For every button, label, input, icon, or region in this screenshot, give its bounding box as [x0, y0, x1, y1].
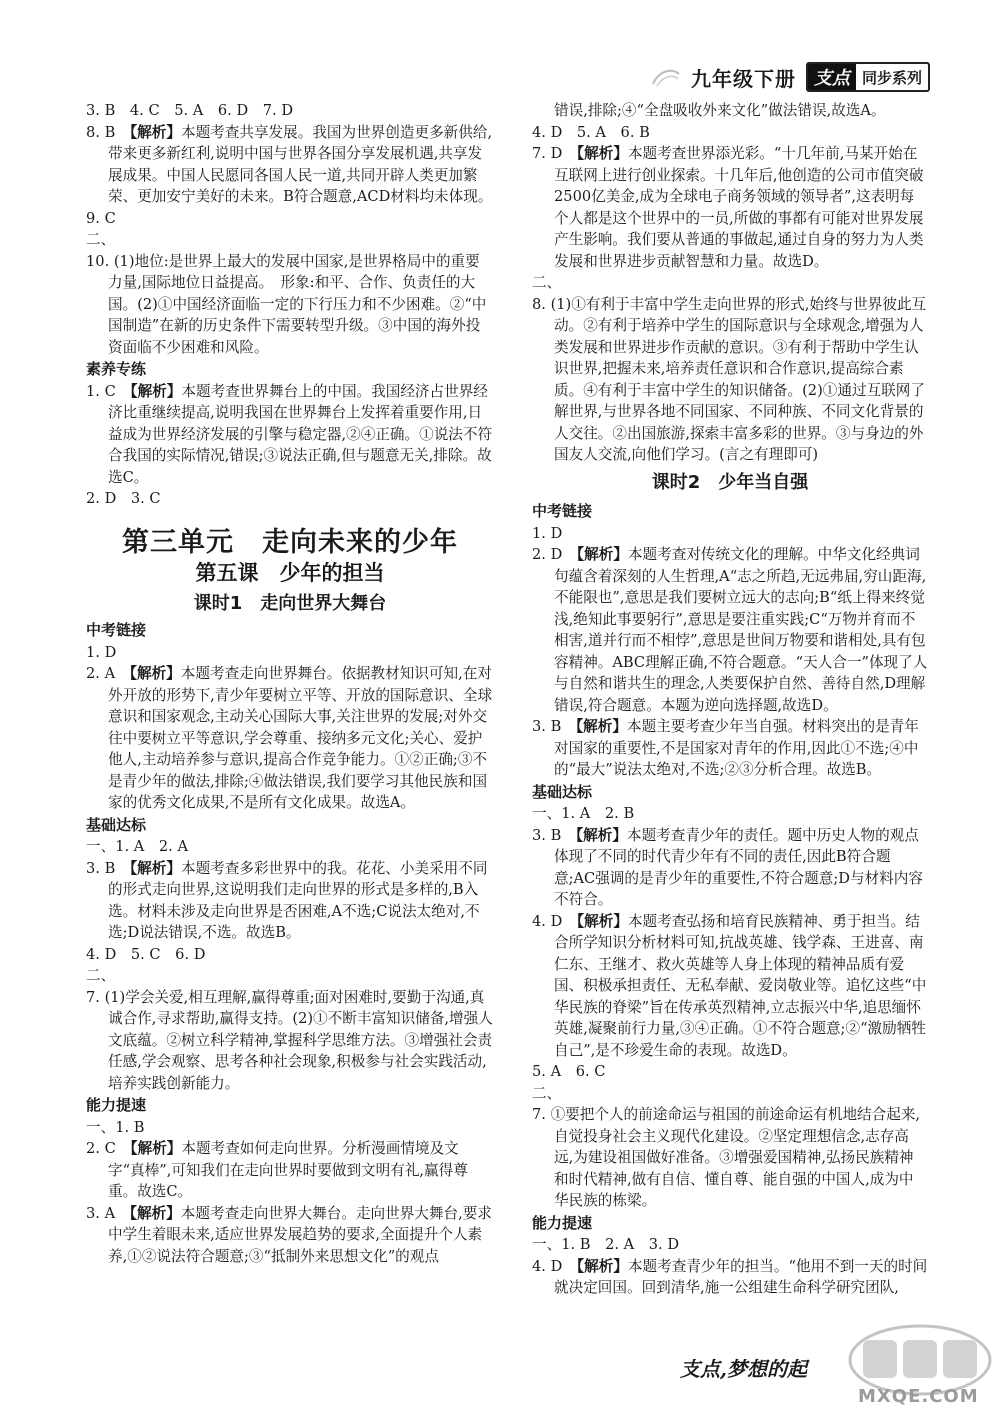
analysis-tag: 【解析】: [575, 718, 627, 735]
answer-item: 4. D 【解析】本题考查弘扬和培育民族精神、勇于担当。结合所学知识分析材料可知,抗战英雄、钱学森、王进喜、南仁东、王继才、救火英雄等人身上体现的精神品质有爱国、积极承担责任、无私奉献、爱岗敬业等。追忆这些“中华民族的脊梁”旨在传承英烈精神,立志振兴中华,追思缅怀英雄,凝聚前行力量,③④正确。①不符合题意;②“激励牺牲自己”,是不珍爱生命的表现。故选D。: [532, 912, 927, 1059]
section-heading: 能力提速: [532, 1213, 593, 1232]
analysis-tag: 【解析】: [576, 546, 628, 563]
period-title: 课时2 少年当自强: [651, 471, 809, 493]
answer-item: 7. (1)学会关爱,相互理解,赢得尊重;面对困难时,要勤于沟通,真诚合作,寻求帮助,赢得支持。(2)①不断丰富知识储备,增强人文底蕴。②树立科学精神,掌握科学思维方法。③增强社会责任感,学会观察、思考各种社会现象,积极参与社会实践活动,培养实践创新能力。: [86, 988, 493, 1092]
continued-text: 错误,排除;④“全盘吸收外来文化”做法错误,故选A。: [554, 102, 886, 119]
analysis-tag: 【解析】: [576, 912, 628, 930]
answer-line: 一、1. A 2. B: [532, 805, 635, 822]
answer-line: 9. C: [86, 209, 116, 227]
answer-line: 1. D: [86, 643, 117, 661]
analysis-tag: 【解析】: [129, 665, 181, 682]
answer-item: 2. A 【解析】本题考查走向世界舞台。依据教材知识可知,在对外开放的形势下,青少年要树立平等、开放的国际意识、全球意识和国家观念,主动关心国际大事,关注世界的发展;对外交往中要树立平等意识,学会尊重、接纳多元文化;关心、爱护他人,主动培养参与意识,提高合作竞争能力。①②正确;③不是青少年的做法,排除;④做法错误,我们要学习其他民族和国家的优秀文化成果,不是所有文化成果。故选A。: [86, 665, 493, 811]
analysis-tag: 【解析】: [129, 1204, 181, 1222]
answer-item: 4. D 【解析】本题考查青少年的担当。“他用不到一天的时间就决定回国。回到清华,施一公组建生命科学研究团队,: [532, 1257, 928, 1296]
answer-item: 1. C 【解析】本题考查世界舞台上的中国。我国经济占世界经济比重继续提高,说明我国在世界舞台上发挥着重要作用,日益成为世界经济发展的引擎与稳定器,②④正确。①说法不符合我国的实际情况,错误;③说法正确,但与题意无关,排除。故选C。: [86, 382, 493, 486]
answer-line: 一、1. B 2. A 3. D: [532, 1236, 680, 1253]
answer-item: 2. D 【解析】本题考查对传统文化的理解。中华文化经典词句蕴含着深刻的人生哲理,A“志之所趋,无远弗届,穷山距海,不能限也”,意思是我们要树立远大的志向;B“纸上得来终觉浅,绝知此事要躬行”,意思是要注重实践;C“万物并育而不相害,道并行而不相悖”,意思是世间万物要和谐相处,具有包容精神。ABC理解正确,不符合题意。“天人合一”体现了人与自然和谐共生的理念,人类要保护自然、善待自然,D理解错误,符合题意。本题为逆向选择题,故选D。: [532, 546, 928, 714]
answer-item: 3. B 【解析】本题考查多彩世界中的我。花花、小美采用不同的形式走向世界,这说明我们走向世界的形式是多样的,B入选。材料未涉及走向世界是否困难,A不选;C说法太绝对,不选;D说法错误,不选。故选B。: [86, 859, 488, 941]
analysis-tag: 【解析】: [576, 145, 628, 162]
part-label: 二、: [532, 1084, 562, 1102]
page-header: [651, 60, 930, 94]
analysis-tag: 【解析】: [576, 1257, 628, 1275]
section-heading: 中考链接: [532, 502, 593, 520]
answer-line: 4. D 5. C 6. D: [86, 945, 206, 963]
section-heading: 基础达标: [532, 782, 593, 801]
section-heading: 能力提速: [86, 1096, 147, 1114]
brand-badge: [806, 62, 930, 92]
answer-item: 3. A 【解析】本题考查走向世界大舞台。走向世界大舞台,要求中学生着眼未来,适应世界发展趋势的要求,全面提升个人素养,①②说法符合题意;③“抵制外来思想文化”的观点: [86, 1204, 492, 1265]
brand-logo: 支点: [808, 64, 856, 90]
period-title: 课时1 走向世界大舞台: [193, 592, 387, 614]
answer-item: 7. ①要把个人的前途命运与祖国的前途命运有机地结合起来,自觉投身社会主义现代化建设。②坚定理想信念,志存高远,为建设祖国做好准备。③增强爱国精神,弘扬民族精神和时代精神,做有自信、懂自尊、能自强的中国人,成为中华民族的栋梁。: [532, 1106, 921, 1209]
answer-line: 5. A 6. C: [532, 1063, 606, 1080]
section-heading: 中考链接: [86, 621, 147, 639]
watermark-url: MXQE.COM: [858, 1386, 979, 1407]
analysis-tag: 【解析】: [575, 826, 627, 844]
section-heading: 基础达标: [86, 815, 147, 834]
answer-item: 7. D 【解析】本题考查世界添光彩。“十几年前,马某开始在互联网上进行创业探索。十几年后,他创造的公司市值突破2500亿美金,成为全球电子商务领域的领导者”,这表明每个人都是这个世界中的一员,所做的事都有可能对世界发展产生影响。我们要从普通的事做起,通过自身的努力为人类发展和世界进步贡献智慧和力量。故选D。: [532, 145, 924, 270]
lesson-title: 第五课 少年的担当: [195, 561, 385, 585]
part-label: 二、: [86, 231, 116, 248]
answer-item: 10. (1)地位:是世界上最大的发展中国家,是世界格局中的重要力量,国际地位日益提高。 形象:和平、合作、负责任的大国。(2)①中国经济面临一定的下行压力和不少困难。②“中国制造”在新的历史条件下需要转型升级。③中国的海外投资面临不少困难和风险。: [86, 252, 487, 356]
swirl-ornament-icon: [651, 66, 681, 88]
analysis-tag: 【解析】: [130, 1140, 182, 1157]
part-label: 二、: [532, 274, 562, 291]
answer-line: 一、1. A 2. A: [86, 838, 188, 855]
analysis-tag: 【解析】: [129, 859, 181, 877]
analysis-tag: 【解析】: [129, 123, 181, 141]
answer-line: 3. B 4. C 5. A 6. D 7. D: [86, 102, 294, 119]
footer-slogan: 支点,梦想的起: [680, 1357, 807, 1381]
section-heading: 素养专练: [86, 360, 147, 378]
answer-line: 一、1. B: [86, 1118, 145, 1136]
answer-item: 3. B 【解析】本题主要考查少年当自强。材料突出的是青年对国家的重要性,不是国家对青年的作用,因此①不选;④中的“最大”说法太绝对,不选;②③分析合理。故选B。: [532, 718, 919, 778]
answer-item: 8. (1)①有利于丰富中学生走向世界的形式,始终与世界彼此互动。②有利于培养中学生的国际意识与全球观念,增强为人类发展和世界进步作贡献的意识。③有利于帮助中学生认识世界,把握未来,培养责任意识和合作意识,提高综合素质。④有利于丰富中学生的知识储备。(2)①通过互联网了解世界,与世界各地不同国家、不同种族、不同文化背景的人交往。②出国旅游,探索丰富多彩的世界。③与身边的外国友人交流,向他们学习。(言之有理即可): [532, 295, 927, 463]
grade-label: 九年级下册: [690, 66, 796, 91]
answer-item: 3. B 【解析】本题考查青少年的责任。题中历史人物的观点体现了不同的时代青少年有不同的责任,因此B符合题意;AC强调的是青少年的重要性,不符合题意;D与材料内容不符合。: [532, 826, 923, 908]
answer-line: 2. D 3. C: [86, 490, 161, 507]
answer-line: 4. D 5. A 6. B: [532, 123, 650, 141]
part-label: 二、: [86, 967, 116, 984]
answer-item: 2. C 【解析】本题考查如何走向世界。分析漫画情境及文字“真棒”,可知我们在走向世界时要做到文明有礼,赢得尊重。故选C。: [86, 1140, 468, 1200]
unit-title: 第三单元 走向未来的少年: [122, 526, 458, 558]
brand-series: 同步系列: [861, 68, 922, 87]
answer-line: 1. D: [532, 524, 563, 542]
right-column: [532, 100, 928, 1299]
left-column: [86, 100, 494, 1267]
answer-item: 8. B 【解析】本题考查共享发展。我国为世界创造更多新供给,带来更多新红利,说明中国与世界各国分享发展机遇,共享发展成果。中国人民愿同各国人民一道,共同开辟人类更加繁荣、更加安宁美好的未来。B符合题意,ACD材料均未体现。: [86, 123, 493, 205]
analysis-tag: 【解析】: [130, 382, 182, 400]
